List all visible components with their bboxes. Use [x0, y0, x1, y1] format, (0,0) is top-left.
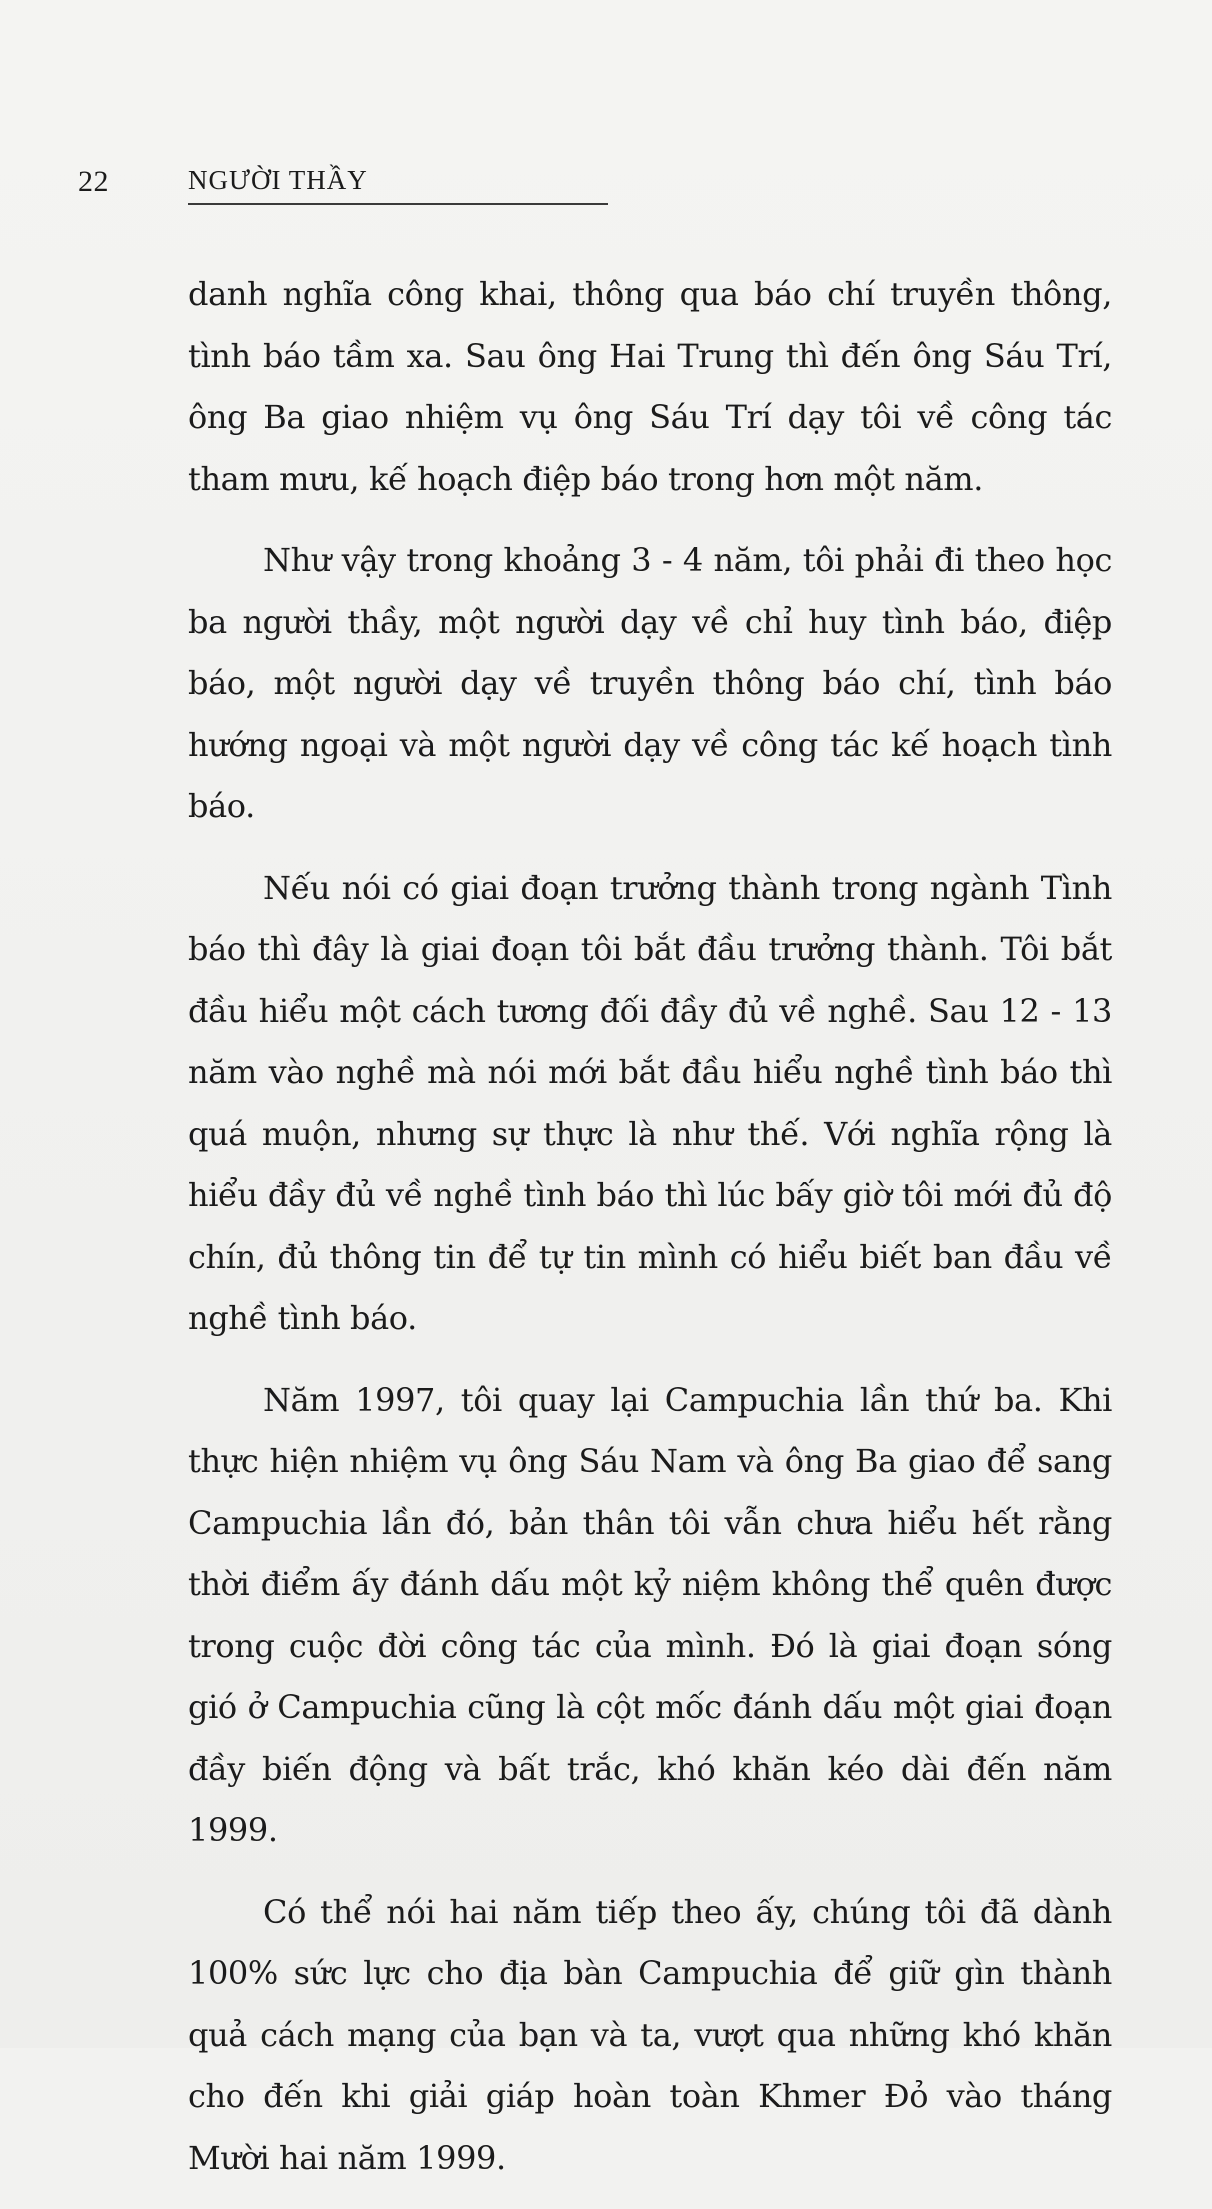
body-text: [188, 264, 1112, 2209]
paragraph-4: Năm 1997, tôi quay lại Campuchia lần thứ ba. Khi thực hiện nhiệm vụ ông Sáu Nam và ông Ba giao để sang Campuchia lần đó, bản thân tôi vẫn chưa hiểu hết rằng thời điểm ấy đánh dấu một kỷ niệm không thể quên được trong cuộc đời công tác của mình. Đó là giai đoạn sóng gió ở Campuchia cũng là cột mốc đánh dấu một giai đoạn đầy biến động và bất trắc, khó khăn kéo dài đến năm 1999.: [188, 1380, 1112, 1849]
paragraph-3: Nếu nói có giai đoạn trưởng thành trong ngành Tình báo thì đây là giai đoạn tôi bắt đầu trưởng thành. Tôi bắt đầu hiểu một cách tương đối đầy đủ về nghề. Sau 12 - 13 năm vào nghề mà nói mới bắt đầu hiểu nghề tình báo thì quá muộn, nhưng sự thực là như thế. Với nghĩa rộng là hiểu đầy đủ về nghề tình báo thì lúc bấy giờ tôi mới đủ độ chín, đủ thông tin để tự tin mình có hiểu biết ban đầu về nghề tình báo.: [188, 868, 1112, 1337]
page-number: 22: [78, 165, 109, 198]
running-title: NGƯỜI THẦY: [188, 165, 368, 195]
running-head: [70, 165, 610, 205]
paragraph-5: Có thể nói hai năm tiếp theo ấy, chúng tôi đã dành 100% sức lực cho địa bàn Campuchia để giữ gìn thành quả cách mạng của bạn và ta, vượt qua những khó khăn cho đến khi giải giáp hoàn toàn Khmer Đỏ vào tháng Mười hai năm 1999.: [188, 1892, 1112, 2177]
header-rule: [188, 203, 608, 205]
paragraph-1: danh nghĩa công khai, thông qua báo chí truyền thông, tình báo tầm xa. Sau ông Hai Trung thì đến ông Sáu Trí, ông Ba giao nhiệm vụ ông Sáu Trí dạy tôi về công tác tham mưu, kế hoạch điệp báo trong hơn một năm.: [188, 275, 1112, 498]
paragraph-2: Như vậy trong khoảng 3 - 4 năm, tôi phải đi theo học ba người thầy, một người dạy về chỉ huy tình báo, điệp báo, một người dạy về truyền thông báo chí, tình báo hướng ngoại và một người dạy về công tác kế hoạch tình báo.: [188, 541, 1112, 825]
